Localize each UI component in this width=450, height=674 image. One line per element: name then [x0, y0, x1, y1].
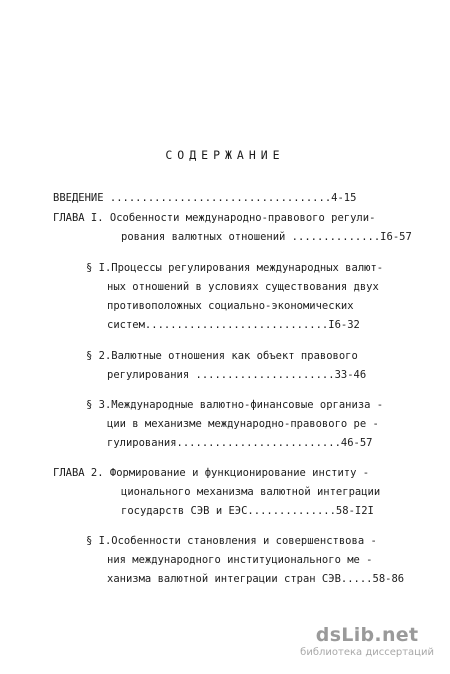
toc-line-chapter-2: ГЛАВА 2. Формирование и функционирование институ - — [53, 467, 370, 479]
toc-line-chapter-1-cont: рования валютных отношений ..............I6-57 — [121, 231, 412, 243]
toc-line-section-1-2-cont: регулирования ......................33-46 — [107, 369, 367, 381]
toc-line-chapter-2-cont-a: ционального механизма валютной интеграции — [121, 486, 381, 498]
toc-line-section-1-1-cont-b: противоположных социально-экономических — [107, 300, 354, 312]
watermark-logo: dsLib.net — [315, 624, 419, 646]
toc-line-section-2-1-cont-a: ния международного институционального ме - — [107, 554, 373, 566]
toc-line-section-1-3: § 3.Международные валютно-финансовые организа - — [86, 399, 384, 411]
toc-line-section-1-1: § I.Процессы регулирования международных валют- — [86, 262, 384, 274]
watermark — [300, 624, 434, 659]
toc-line-section-1-1-cont-a: ных отношений в условиях существования двух — [107, 281, 379, 293]
toc-line-section-2-1-cont-b: ханизма валютной интеграции стран СЭВ.....58-86 — [107, 573, 405, 585]
toc-line-section-1-1-cont-c: систем.............................I6-32 — [107, 319, 360, 331]
toc-line-section-1-3-cont-b: гулирования..........................46-57 — [107, 437, 373, 449]
toc-line-chapter-1: ГЛАВА I. Особенности международно-правового регули- — [53, 212, 376, 224]
toc-line-section-1-2: § 2.Валютные отношения как объект правового — [86, 350, 358, 362]
watermark-subtitle: библиотека диссертаций — [300, 647, 434, 658]
toc-line-section-1-3-cont-a: ции в механизме международно-правового ре - — [107, 418, 379, 430]
toc-line-introduction: ВВЕДЕНИЕ ...................................4-15 — [53, 192, 357, 204]
toc-line-chapter-2-cont-b: государств СЭВ и ЕЭС..............58-I2I — [121, 505, 374, 517]
toc-line-section-2-1: § I.Особенности становления и совершенствова - — [86, 535, 377, 547]
contents-title: СОДЕРЖАНИЕ — [165, 148, 285, 162]
